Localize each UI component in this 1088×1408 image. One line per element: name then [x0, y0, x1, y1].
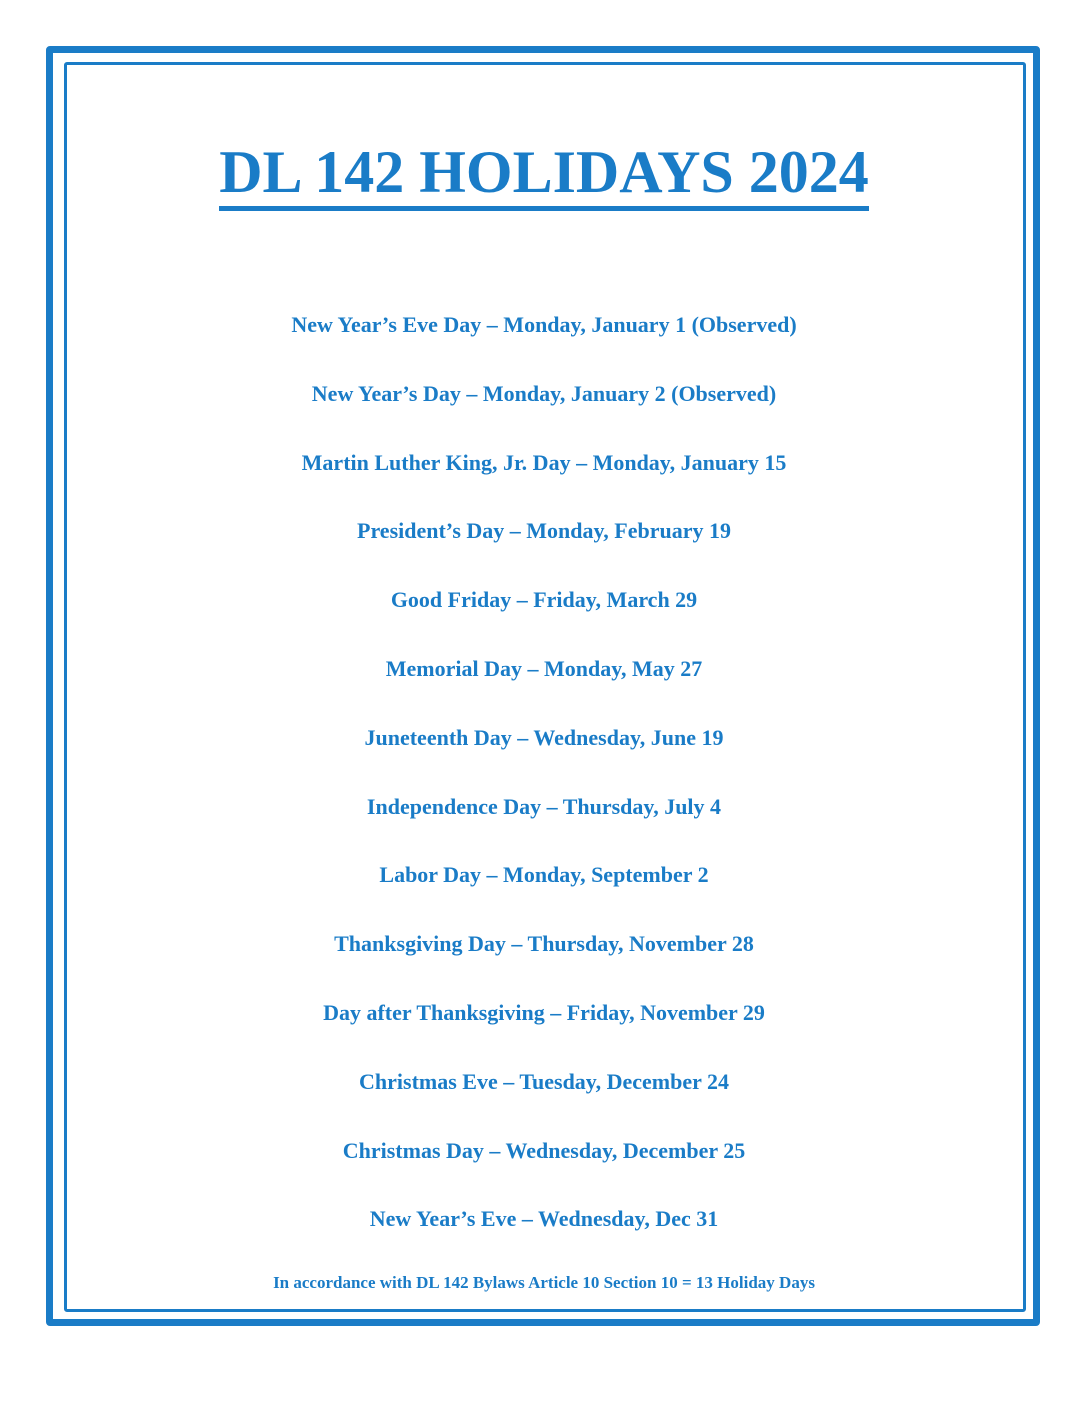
bylaws-footnote: In accordance with DL 142 Bylaws Article 10 Section 10 = 13 Holiday Days — [273, 1273, 815, 1292]
holiday-item: Juneteenth Day – Wednesday, June 19 — [364, 724, 724, 750]
holiday-item: President’s Day – Monday, February 19 — [357, 518, 731, 544]
holiday-item: Day after Thanksgiving – Friday, November 29 — [323, 999, 765, 1025]
holiday-item: Christmas Day – Wednesday, December 25 — [342, 1137, 746, 1163]
holiday-item: Martin Luther King, Jr. Day – Monday, January 15 — [301, 449, 787, 475]
holiday-item: New Year’s Day – Monday, January 2 (Observed) — [311, 380, 777, 406]
holiday-item: New Year’s Eve Day – Monday, January 1 (Observed) — [291, 312, 797, 337]
holiday-item: Good Friday – Friday, March 29 — [390, 587, 698, 613]
holiday-list — [0, 303, 1088, 1266]
holiday-item: Christmas Eve – Tuesday, December 24 — [359, 1068, 729, 1094]
holiday-item: Independence Day – Thursday, July 4 — [366, 793, 722, 819]
holiday-item: Labor Day – Monday, September 2 — [379, 862, 709, 888]
page-title-text: DL 142 HOLIDAYS 2024 — [219, 138, 869, 211]
page-title — [0, 136, 1088, 211]
holiday-item: New Year’s Eve – Wednesday, Dec 31 — [369, 1206, 719, 1232]
holiday-item: Thanksgiving Day – Thursday, November 28 — [334, 931, 754, 957]
holiday-item: Memorial Day – Monday, May 27 — [385, 655, 703, 681]
